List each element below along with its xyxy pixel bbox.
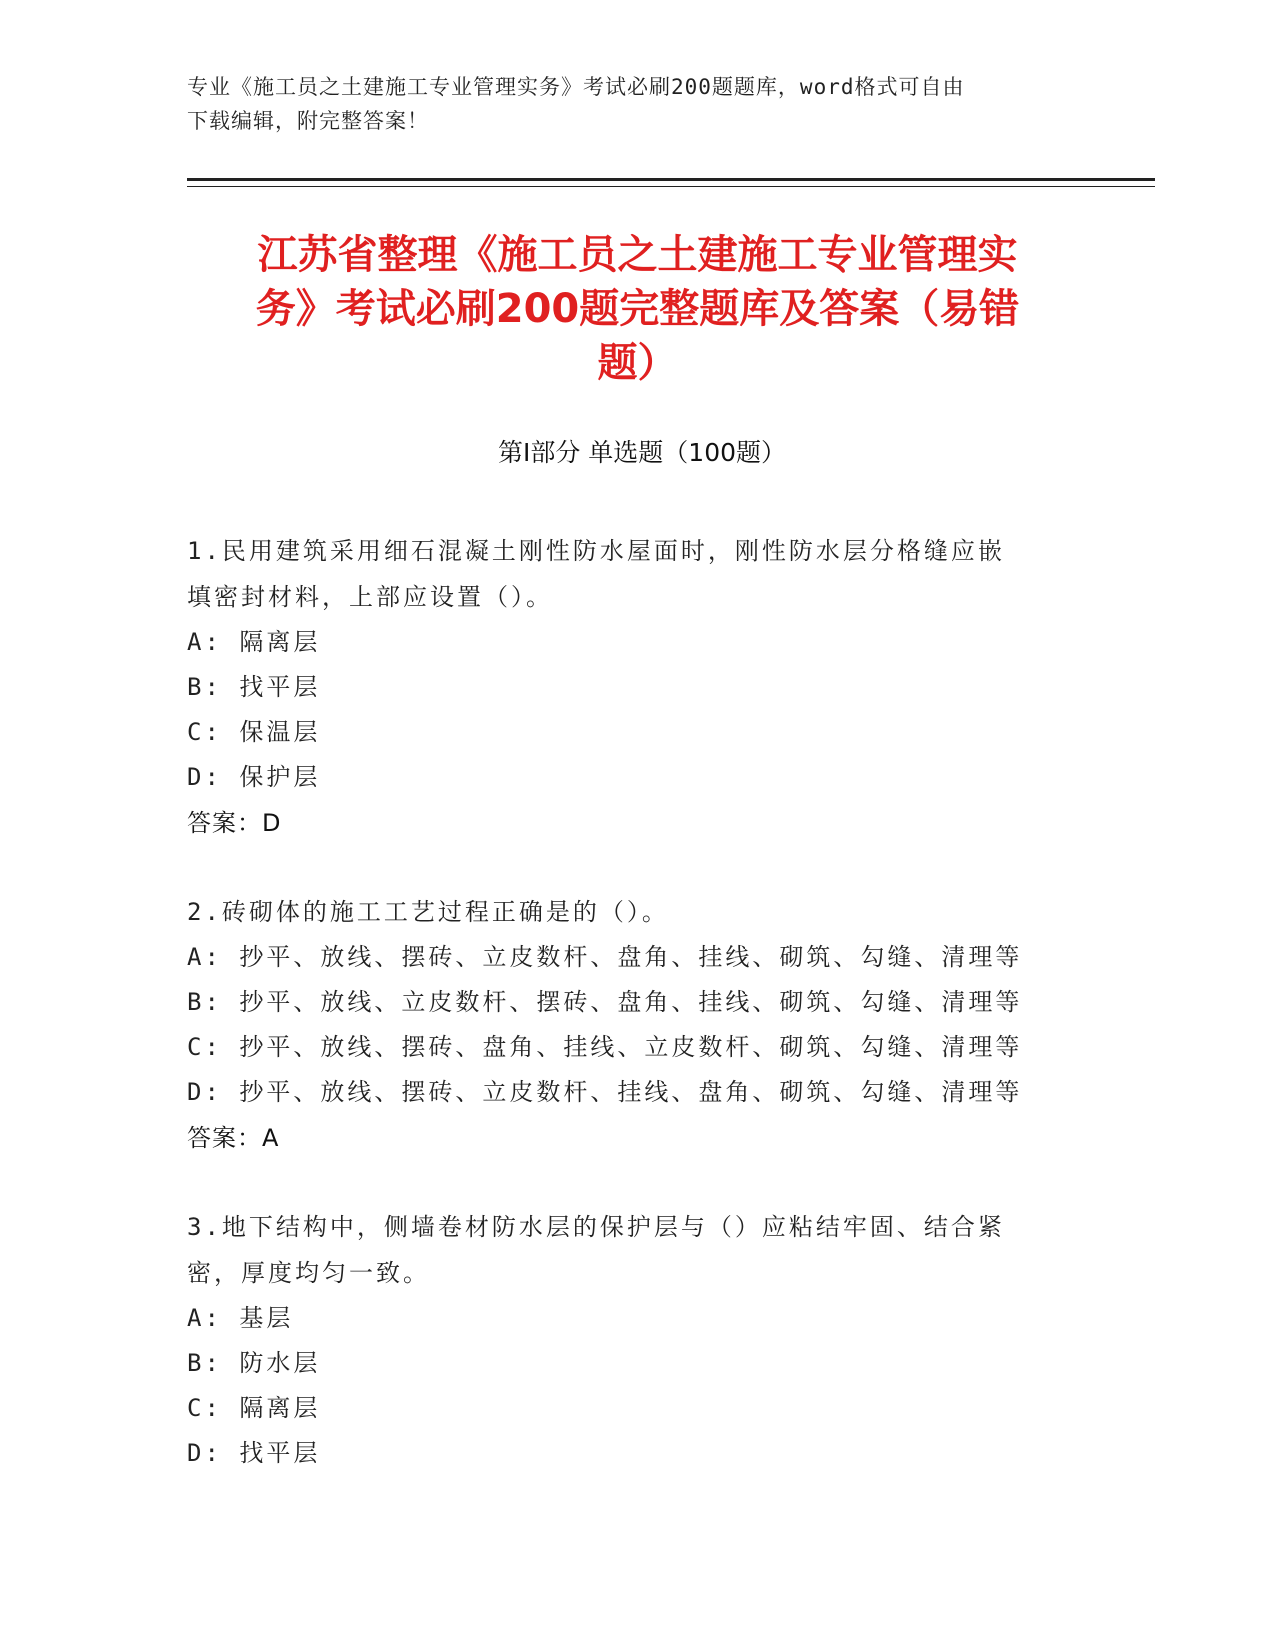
question-1-option-c: C: 保温层 [187, 718, 321, 746]
question-1-stem-line-1: 1.民用建筑采用细石混凝土刚性防水屋面时，刚性防水层分格缝应嵌 [187, 537, 1005, 565]
question-3-option-a: A: 基层 [187, 1304, 294, 1332]
question-2-option-d: D: 抄平、放线、摆砖、立皮数杆、挂线、盘角、砌筑、勾缝、清理等 [187, 1078, 1023, 1106]
question-1-option-b: B: 找平层 [187, 673, 321, 701]
question-1-option-a: A: 隔离层 [187, 628, 321, 656]
question-2-option-b: B: 抄平、放线、立皮数杆、摆砖、盘角、挂线、砌筑、勾缝、清理等 [187, 988, 1023, 1016]
question-list [187, 528, 1087, 1519]
document-title-line-3: 题） [597, 340, 678, 386]
question-3-option-d: D: 找平层 [187, 1439, 321, 1467]
question-3-stem-line-1: 3.地下结构中，侧墙卷材防水层的保护层与（）应粘结牢固、结合紧 [187, 1213, 1005, 1241]
question-1-stem-line-2: 填密封材料，上部应设置（）。 [187, 583, 553, 611]
question-1-answer: 答案：D [187, 809, 282, 837]
question-2 [187, 889, 1087, 1161]
header-divider-thin [187, 186, 1155, 187]
question-1 [187, 528, 1087, 846]
question-2-answer: 答案：A [187, 1124, 280, 1152]
header-note [187, 70, 1087, 138]
document-title-line-1: 江苏省整理《施工员之土建施工专业管理实 [257, 232, 1018, 278]
document-title [190, 228, 1085, 390]
document-title-line-2: 务》考试必刷200题完整题库及答案（易错 [255, 286, 1020, 332]
question-2-option-c: C: 抄平、放线、摆砖、盘角、挂线、立皮数杆、砌筑、勾缝、清理等 [187, 1033, 1023, 1061]
question-2-option-a: A: 抄平、放线、摆砖、立皮数杆、盘角、挂线、砌筑、勾缝、清理等 [187, 943, 1023, 971]
question-1-option-d: D: 保护层 [187, 763, 321, 791]
question-3-option-c: C: 隔离层 [187, 1394, 321, 1422]
question-3 [187, 1204, 1087, 1476]
question-2-stem-line-1: 2.砖砌体的施工工艺过程正确是的（）。 [187, 898, 669, 926]
header-note-line-2: 下载编辑，附完整答案！ [187, 109, 429, 133]
question-3-option-b: B: 防水层 [187, 1349, 321, 1377]
question-3-stem-line-2: 密，厚度均匀一致。 [187, 1259, 430, 1287]
header-divider-thick [187, 178, 1155, 181]
header-note-line-1: 专业《施工员之土建施工专业管理实务》考试必刷200题题库，word格式可自由 [187, 75, 965, 99]
section-title: 第I部分 单选题（100题） [497, 438, 787, 467]
